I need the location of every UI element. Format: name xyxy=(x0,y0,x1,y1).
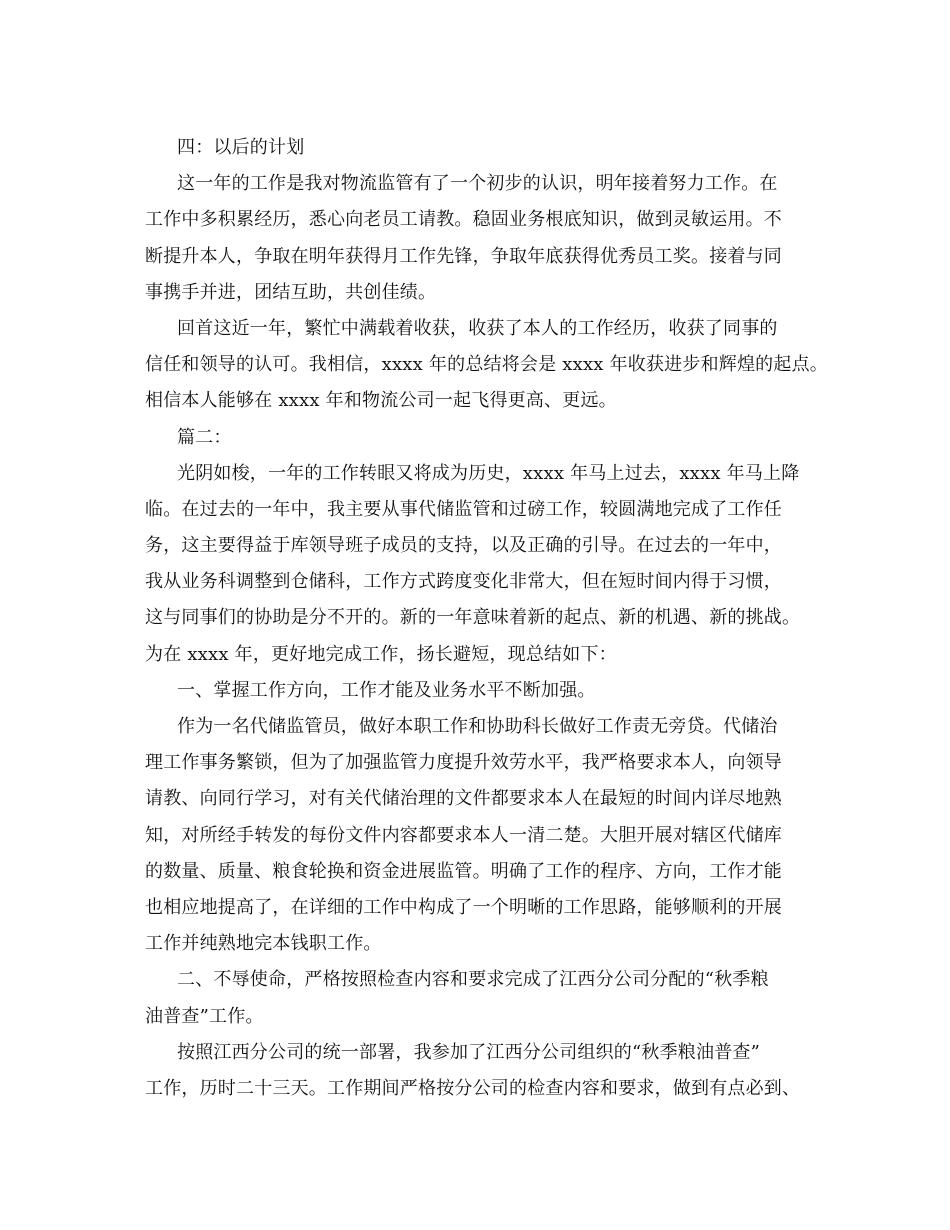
text-line: 的数量、质量、粮食轮换和资金进展监管。明确了工作的程序、方向，工作才能 xyxy=(145,860,782,882)
text-line: 断提升本人，争取在明年获得月工作先锋，争取年底获得优秀员工奖。接着与同 xyxy=(145,245,782,267)
text-line: 为在 xxxx 年，更好地完成工作，扬长避短，现总结如下： xyxy=(145,643,617,665)
text-line: 工作中多积累经历，悉心向老员工请教。稳固业务根底知识，做到灵敏运用。不 xyxy=(145,209,782,231)
text-line: 光阴如梭，一年的工作转眼又将成为历史，xxxx 年马上过去，xxxx 年马上降 xyxy=(177,462,800,484)
text-line: 这一年的工作是我对物流监管有了一个初步的认识，明年接着努力工作。在 xyxy=(177,173,778,195)
text-line: 回首这近一年，繁忙中满载着收获，收获了本人的工作经历，收获了同事的 xyxy=(177,317,778,339)
text-line: 一、掌握工作方向，工作才能及业务水平不断加强。 xyxy=(177,679,596,701)
text-line: 这与同事们的协助是分不开的。新的一年意味着新的起点、新的机遇、新的挑战。 xyxy=(145,607,801,629)
text-line: 请教、向同行学习，对有关代储治理的文件都要求本人在最短的时间内详尽地熟 xyxy=(145,788,782,810)
text-line: 我从业务科调整到仓储科，工作方式跨度变化非常大，但在短时间内得于习惯， xyxy=(145,571,782,593)
text-line: 理工作事务繁锁，但为了加强监管力度提升效劳水平，我严格要求本人，向领导 xyxy=(145,752,782,774)
text-line: 油普查”工作。 xyxy=(145,1005,264,1027)
text-line: 务，这主要得益于库领导班子成员的支持，以及正确的引导。在过去的一年中， xyxy=(145,535,782,557)
text-line: 作为一名代储监管员，做好本职工作和协助科长做好工作责无旁贷。代储治 xyxy=(177,716,778,737)
text-line: 知，对所经手转发的每份文件内容都要求本人一清二楚。大胆开展对辖区代储库 xyxy=(145,824,782,846)
text-line: 工作并纯熟地完本钱职工作。 xyxy=(145,933,382,955)
text-line: 相信本人能够在 xxxx 年和物流公司一起飞得更高、更远。 xyxy=(145,390,617,412)
text-line: 工作，历时二十三天。工作期间严格按分公司的检查内容和要求，做到有点必到、 xyxy=(145,1077,801,1099)
text-line: 四：以后的计划 xyxy=(177,137,305,158)
text-line: 也相应地提高了，在详细的工作中构成了一个明晰的工作思路，能够顺利的开展 xyxy=(145,896,782,918)
text-line: 临。在过去的一年中，我主要从事代储监管和过磅工作，较圆满地完成了工作任 xyxy=(145,498,782,520)
text-line: 篇二： xyxy=(177,426,232,448)
document-body xyxy=(145,130,835,1107)
text-line: 信任和领导的认可。我相信，xxxx 年的总结将会是 xxxx 年收获进步和辉煌的起点。 xyxy=(145,354,828,376)
text-line: 二、不辱使命，严格按照检查内容和要求完成了江西分公司分配的“秋季粮 xyxy=(177,969,769,991)
text-line: 事携手并进，团结互助，共创佳绩。 xyxy=(145,281,437,303)
text-line: 按照江西分公司的统一部署，我参加了江西分公司组织的“秋季粮油普查” xyxy=(177,1041,761,1063)
